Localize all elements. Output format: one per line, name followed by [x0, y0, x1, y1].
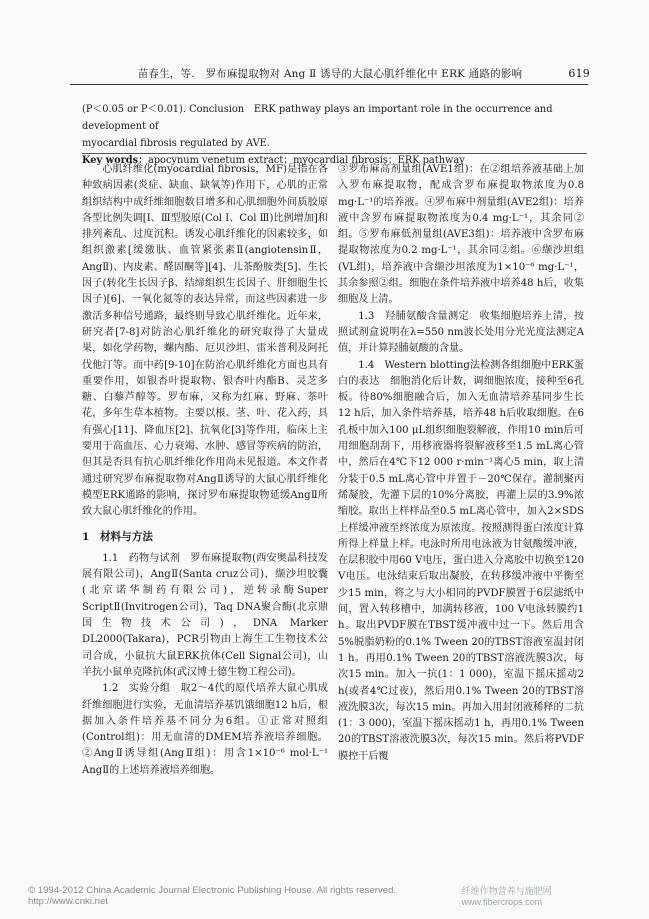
intro-paragraph: 心肌纤维化(myocardial fibrosis，MF)是指在各种致病因素(炎症、缺血、缺氧等)作用下，心肌的正常组织结构中成纤维细胞数目增多和心肌细胞外间质胶原各型比例失调[Ⅰ、Ⅲ型胶原(Col Ⅰ、Col Ⅲ)比例增加]和排列紊乱、过度沉积。诱发心肌纤维化的因素较多，如组织激素[缓激肽、血管紧张素Ⅱ(angiotensinⅡ，AngⅡ)、内皮素、醛固酮等][4]、儿茶酚胺类[5]、生长因子(转化生长因子β、结缔组织生长因子、肝细胞生长因子)[6]、一氧化氮等的表达异常，而这些因素进一步激活多种信号通路，最终则导致心肌纤维化。近年来，研究者[7-8]对防治心肌纤维化的研究取得了大量成果，如化学药物，螺内酯、厄贝沙坦、雷米普利及阿托伐他汀等。而中药[9-10]在防治心肌纤维化方面也具有重要作用，如银杏叶提取物、银杏叶内酯B、灵芝多糖、白藜芦醇等。罗布麻，又称为红麻、野麻、茶叶花，多年生草本植物。主要以根、茎、叶、花入药，具有强心[11]、降血压[2]、抗氧化[3]等作用，临床上主要用于高血压、心力衰竭、水肿、感冒等疾病的防治，但其是否具有抗心肌纤维化作用尚未见报道。本文作者通过研究罗布麻提取物对AngⅡ诱导的大鼠心肌纤维化模型ERK通路的影响，探讨罗布麻提取物延缓AngⅡ所致大鼠心肌纤维化的作用。: [82, 164, 328, 518]
keywords-label: Key words：: [82, 155, 148, 166]
right-column: [338, 162, 584, 765]
page-number: 619: [568, 67, 590, 80]
left-column: [82, 162, 328, 779]
paragraph-1-3-hydroxyproline: 1.3 羟脯氨酸含量测定 收集细胞培养上清，按照试剂盒说明在λ=550 nm波长处用分光光度法测定A值，并计算羟脯氨酸的含量。: [338, 310, 584, 355]
running-head-title: 苗春生，等. 罗布麻提取物对 Ang Ⅱ 诱导的大鼠心肌纤维化中 ERK 通路的影响: [137, 68, 523, 80]
paragraph-1-2-continued: ③罗布麻高剂量组(AVE1组)：在②组培养液基础上加入罗布麻提取物，配成含罗布麻提取物浓度为0.8 mg·L⁻¹的培养液。④罗布麻中剂量组(AVE2组)：培养液中含罗布麻提取物浓度为0.4 mg·L⁻¹，其余同②组。⑤罗布麻低剂量组(AVE3组)：培养液中含罗布麻提取物浓度为0.2 mg·L⁻¹，其余同②组。⑥缬沙坦组(VL组)，培养液中含缬沙坦浓度为1×10⁻⁶ mg·L⁻¹，其余参照②组。细胞在条件培养液中培养48 h后，收集细胞及上清。: [338, 164, 584, 306]
keywords-text: apocynum venetum extract；myocardial fibrosis；ERK pathway: [147, 155, 465, 166]
paragraph-1-2-grouping: 1.2 实验分组 取2～4代的原代培养大鼠心肌成纤维细胞进行实验，无血清培养基饥饿细胞12 h后，根据加入条件培养基不同分为6组。①正常对照组(Control组)：用无血清的DMEM培养液培养细胞。②AngⅡ诱导组(AngⅡ组)：用含1×10⁻⁶ mol·L⁻¹ AngⅡ的上述培养液培养细胞。: [82, 683, 328, 776]
abstract-conclusion-line-2: myocardial fibrosis regulated by AVE.: [82, 138, 270, 149]
section-heading-materials-methods: 1 材料与方法: [82, 530, 153, 543]
running-head: [70, 66, 590, 81]
abstract-rule: [82, 153, 587, 154]
watermark-logo: 纤维作物营养与施肥网 www.fibercrops.com: [461, 886, 552, 907]
copyright-notice: © 1994-2012 China Academic Journal Electronic Publishing House. All rights reserved. http://www.cnki.net: [28, 884, 397, 907]
abstract-tail: [82, 101, 587, 169]
header-rule: [70, 84, 588, 85]
paragraph-1-1-drugs-reagents: 1.1 药物与试剂 罗布麻提取物(西安奥晶科技发展有限公司)，AngⅡ(Santa cruz公司)，缬沙坦胶囊(北京诺华制药有限公司)，逆转录酶Super ScriptⅡ(Invitrogen公司)，Taq DNA聚合酶(北京鼎国生物技术公司)，DNA Marker DL2000(Takara)，PCR引物由上海生工生物技术公司合成，小鼠抗大鼠ERK抗体(Cell Signal公司)，山羊抗小鼠单克隆抗体(武汉博士德生物工程公司)。: [82, 552, 328, 678]
paragraph-1-4-western-blot: 1.4 Western blotting法检测各组细胞中ERK蛋白的表达 细胞消化后计数，调细胞浓度，接种至6孔板。待80%细胞融合后，加入无血清培养基同步生长12 h后，加入条件培养基，培养48 h后收取细胞。在6孔板中加入100 μL组织细胞裂解液，作用10 min后可用细胞刮刮下，用移液器将裂解液移至1.5 mL离心管中，然后在4℃下12 000 r·min⁻¹离心5 min，取上清分装于0.5 mL离心管中并置于－20℃保存。灌制聚丙烯凝胶，先灌下层的10%分离胶，再灌上层的3.9%浓缩胶。取出上样样品至0.5 mL离心管中，加入2×SDS上样缓冲液至终浓度为原浓度。按照测得蛋白浓度计算所得上样量上样。电泳时所用电泳液为甘氨酸缓冲液，在层积胶中用60 V电压，蛋白进入分离胶中切换至120 V电压。电泳结束后取出凝胶，在转移缓冲液中平衡至少15 min，将之与大小相同的PVDF膜置于6层滤纸中间，置入转移槽中，加满转移液，100 V电泳转膜约1 h。取出PVDF膜在TBST缓冲液中过一下。然后用含5%脱脂奶粉的0.1% Tween 20的TBST溶液室温封闭1 h。再用0.1% Tween 20的TBST溶液洗膜3次，每次15 min。加入一抗(1：1 000)，室温下摇床摇动2 h(或者4℃过夜)，然后用0.1% Tween 20的TBST溶液洗膜3次，每次15 min。再加入用封闭液稀释的二抗(1：3 000)，室温下摇床摇动1 h，再用0.1% Tween 20的TBST溶液洗膜3次，每次15 min。然后将PVDF膜控干后覆: [338, 359, 584, 762]
footer: [28, 884, 628, 907]
abstract-conclusion-line: (P＜0.05 or P＜0.01). Conclusion ERK pathway plays an important role in the occurrence and development of: [82, 104, 553, 132]
